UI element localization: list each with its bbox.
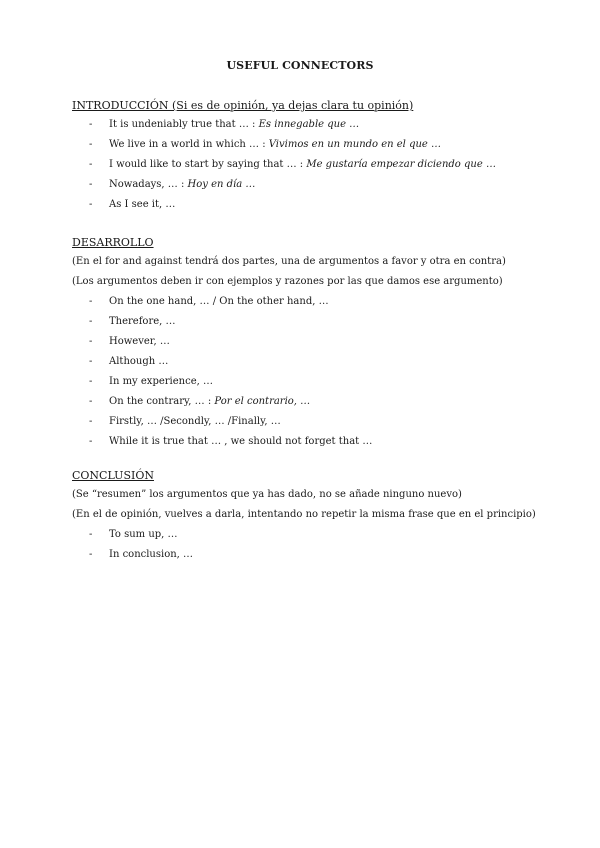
connector-list — [72, 527, 552, 567]
section-note: (Los argumentos deben ir con ejemplos y razones por las que damos ese argumento) — [72, 276, 503, 287]
list-item — [72, 434, 552, 454]
section-introduction — [72, 98, 552, 217]
connector-en: Nowadays, … : — [109, 179, 188, 190]
bullet-dash: - — [89, 529, 93, 540]
section-heading: DESARROLLO — [72, 236, 154, 249]
connector-en: I would like to start by saying that … : — [109, 159, 307, 170]
bullet-dash: - — [89, 336, 93, 347]
section-conclusion — [72, 468, 552, 567]
list-item — [72, 394, 552, 414]
list-item — [72, 414, 552, 434]
document-title: USEFUL CONNECTORS — [226, 59, 374, 72]
bullet-dash: - — [89, 436, 93, 447]
list-item — [72, 334, 552, 354]
bullet-dash: - — [89, 396, 93, 407]
connector-en: Although … — [109, 356, 169, 367]
list-item — [72, 177, 552, 197]
connector-en: It is undeniably true that … : — [109, 119, 259, 130]
list-item — [72, 137, 552, 157]
connector-en: On the one hand, … / On the other hand, … — [109, 296, 329, 307]
list-item — [72, 294, 552, 314]
list-item — [72, 197, 552, 217]
section-development — [72, 235, 552, 454]
section-note: (En el for and against tendrá dos partes, una de argumentos a favor y otra en contra) — [72, 256, 506, 267]
connector-list — [72, 294, 552, 454]
bullet-dash: - — [89, 316, 93, 327]
section-heading: INTRODUCCIÓN (Si es de opinión, ya dejas clara tu opinión) — [72, 99, 414, 112]
connector-en: While it is true that … , we should not forget that … — [109, 436, 373, 447]
connector-en: In conclusion, … — [109, 549, 194, 560]
list-item — [72, 314, 552, 334]
connector-en: To sum up, … — [109, 529, 178, 540]
list-item — [72, 117, 552, 137]
connector-en: As I see it, … — [109, 199, 176, 210]
section-note: (Se “resumen” los argumentos que ya has dado, no se añade ninguno nuevo) — [72, 489, 462, 500]
connector-es: Me gustaría empezar diciendo que … — [306, 159, 496, 170]
bullet-dash: - — [89, 179, 93, 190]
connector-es: Por el contrario, … — [214, 396, 311, 407]
section-heading: CONCLUSIÓN — [72, 469, 154, 482]
bullet-dash: - — [89, 549, 93, 560]
connector-en: Therefore, … — [109, 316, 176, 327]
bullet-dash: - — [89, 159, 93, 170]
bullet-dash: - — [89, 119, 93, 130]
list-item — [72, 547, 552, 567]
bullet-dash: - — [89, 296, 93, 307]
connector-list — [72, 117, 552, 217]
connector-en: We live in a world in which … : — [109, 139, 269, 150]
connector-es: Vivimos en un mundo en el que … — [268, 139, 442, 150]
list-item — [72, 354, 552, 374]
connector-en: Firstly, … /Secondly, … /Finally, … — [109, 416, 281, 427]
connector-en: On the contrary, … : — [109, 396, 215, 407]
connector-es: Hoy en día … — [187, 179, 256, 190]
bullet-dash: - — [89, 416, 93, 427]
section-note: (En el de opinión, vuelves a darla, intentando no repetir la misma frase que en el principio) — [72, 509, 536, 520]
bullet-dash: - — [89, 139, 93, 150]
connector-en: However, … — [109, 336, 170, 347]
bullet-dash: - — [89, 356, 93, 367]
list-item — [72, 157, 552, 177]
list-item — [72, 374, 552, 394]
bullet-dash: - — [89, 199, 93, 210]
bullet-dash: - — [89, 376, 93, 387]
connector-en: In my experience, … — [109, 376, 213, 387]
list-item — [72, 527, 552, 547]
connector-es: Es innegable que … — [258, 119, 360, 130]
